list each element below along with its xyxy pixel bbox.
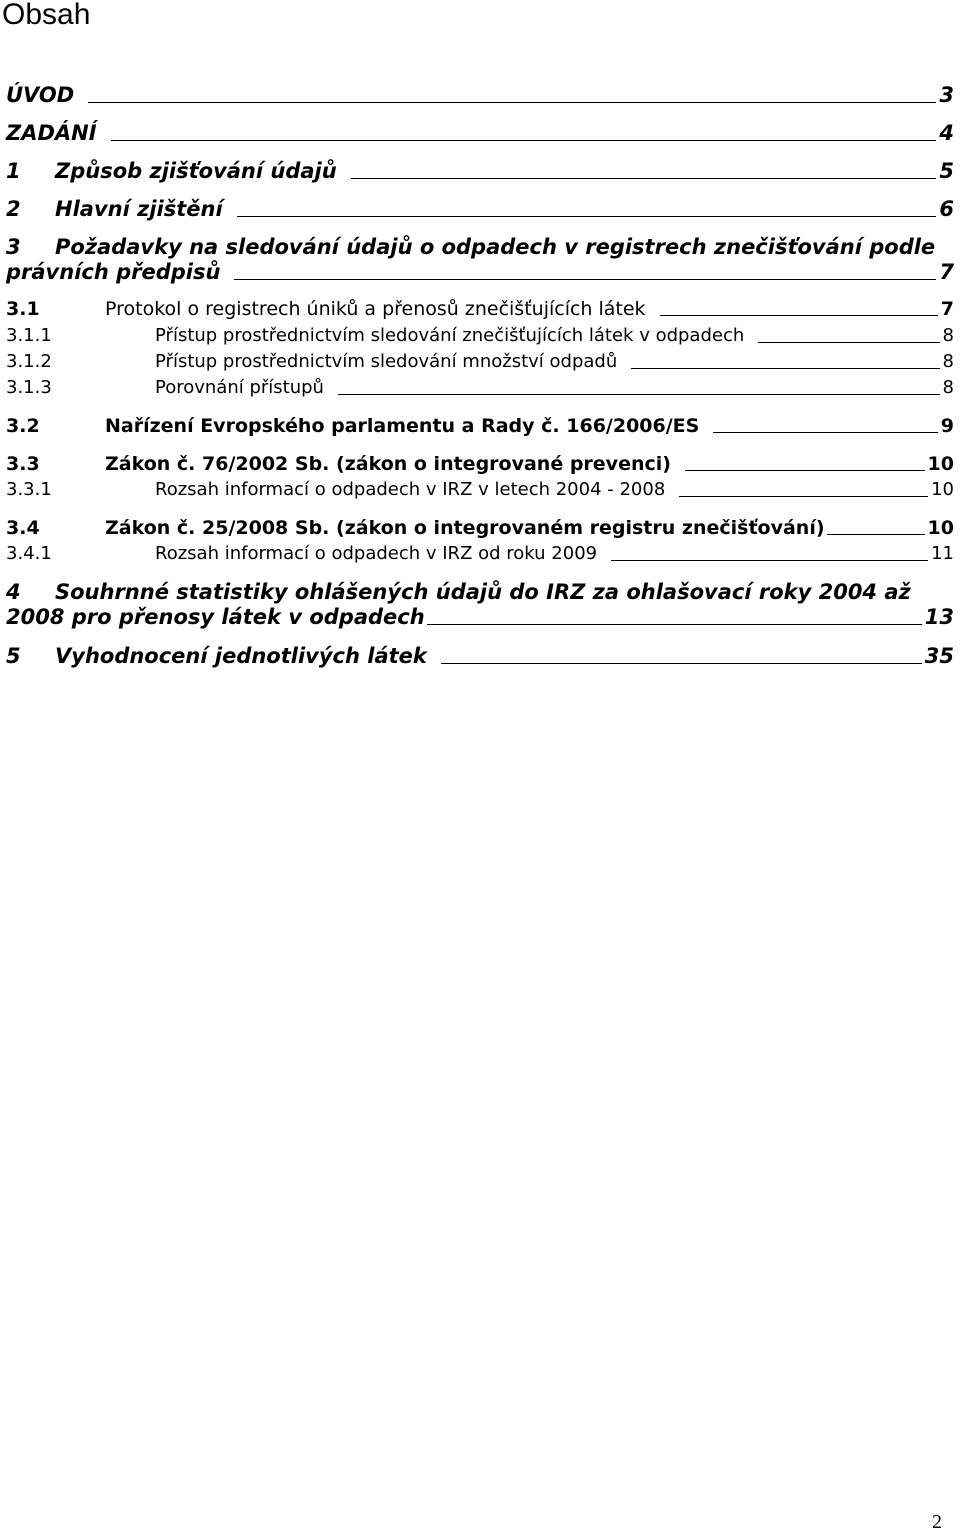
toc-leader-line [758, 342, 939, 343]
toc-entry-page: 8 [942, 325, 954, 346]
toc-leader-line [441, 663, 922, 664]
toc-leader-line [351, 178, 937, 179]
toc-entry-title: Rozsah informací o odpadech v IRZ od roku 2009 [155, 543, 598, 564]
toc-entry-3-4-1[interactable] [6, 542, 954, 566]
toc-entry-number: 3.1.3 [6, 377, 52, 398]
toc-entry-3-1-3[interactable] [6, 376, 954, 400]
page-title: Obsah [2, 0, 91, 31]
toc-leader-line [427, 624, 922, 625]
toc-leader-line [679, 496, 928, 497]
toc-leader-line [660, 315, 938, 316]
toc-entry-title-continued: právních předpisů [6, 260, 221, 284]
toc-entry-4-line2[interactable] [6, 604, 954, 630]
toc-leader-line [88, 102, 936, 103]
toc-leader-line [338, 394, 940, 395]
toc-entry-number: 3.2 [6, 415, 40, 437]
toc-entry-page: 11 [931, 543, 954, 564]
toc-entry-page: 8 [942, 377, 954, 398]
toc-entry-zadani[interactable] [6, 120, 954, 146]
toc-entry-title: Rozsah informací o odpadech v IRZ v letech 2004 - 2008 [155, 479, 666, 500]
toc-entry-number: 3.4 [6, 517, 40, 539]
toc-entry-page: 9 [940, 415, 954, 437]
toc-entry-2[interactable] [6, 196, 954, 222]
toc-entry-number: 3 [6, 235, 21, 259]
toc-entry-title: Přístup prostřednictvím sledování množství odpadů [155, 351, 618, 372]
toc-entry-title: Hlavní zjištění [55, 197, 223, 221]
toc-entry-title: Zákon č. 76/2002 Sb. (zákon o integrované prevenci) [105, 453, 671, 475]
toc-entry-number: 5 [6, 644, 21, 668]
toc-entry-title: Způsob zjišťování údajů [55, 159, 337, 183]
toc-entry-number: 3.4.1 [6, 543, 52, 564]
toc-entry-title: ÚVOD [6, 83, 75, 107]
toc-entry-title: Souhrnné statistiky ohlášených údajů do IRZ za ohlašovací roky 2004 až [55, 580, 911, 604]
toc-entry-page: 7 [940, 298, 954, 320]
toc-leader-line [827, 534, 925, 535]
toc-entry-title: Vyhodnocení jednotlivých látek [55, 644, 427, 668]
toc-entry-page: 7 [939, 260, 954, 284]
toc-entry-title: Nařízení Evropského parlamentu a Rady č. 166/2006/ES [105, 415, 700, 437]
toc-entry-page: 4 [939, 121, 954, 145]
toc-entry-3-line1[interactable] [6, 234, 954, 260]
toc-leader-line [631, 368, 939, 369]
toc-entry-page: 10 [927, 453, 954, 475]
toc-entry-title-continued: 2008 pro přenosy látek v odpadech [6, 605, 425, 629]
toc-entry-3-4[interactable] [6, 516, 954, 540]
toc-entry-3-3[interactable] [6, 452, 954, 476]
toc-entry-page: 35 [924, 644, 954, 668]
toc-entry-number: 3.1.2 [6, 351, 52, 372]
toc-entry-title: Protokol o registrech úniků a přenosů znečišťujících látek [105, 298, 646, 320]
toc-entry-page: 6 [939, 197, 954, 221]
toc-leader-line [234, 279, 936, 280]
toc-entry-1[interactable] [6, 158, 954, 184]
toc-entry-title: Porovnání přístupů [155, 377, 324, 398]
toc-entry-number: 3.1 [6, 298, 40, 320]
toc-entry-number: 1 [6, 159, 21, 183]
toc-leader-line [237, 216, 937, 217]
toc-entry-title: Požadavky na sledování údajů o odpadech v registrech znečišťování podle [55, 235, 936, 259]
toc-entry-page: 10 [927, 517, 954, 539]
toc-entry-3-1-1[interactable] [6, 324, 954, 348]
toc-entry-page: 10 [931, 479, 954, 500]
toc-entry-number: 3.3.1 [6, 479, 52, 500]
toc-entry-title: Přístup prostřednictvím sledování znečišťujících látek v odpadech [155, 325, 745, 346]
toc-leader-line [111, 140, 937, 141]
toc-entry-number: 3.3 [6, 453, 40, 475]
toc-entry-number: 2 [6, 197, 21, 221]
toc-entry-4-line1[interactable] [6, 579, 954, 605]
toc-leader-line [611, 560, 928, 561]
toc-entry-page: 3 [939, 83, 954, 107]
toc-entry-title: Zákon č. 25/2008 Sb. (zákon o integrovaném registru znečišťování) [105, 517, 825, 539]
toc-entry-number: 3.1.1 [6, 325, 52, 346]
toc-entry-5[interactable] [6, 643, 954, 669]
toc-entry-page: 8 [942, 351, 954, 372]
toc-entry-title: ZADÁNÍ [6, 121, 97, 145]
toc-entry-number: 4 [6, 580, 21, 604]
toc-entry-3-1-2[interactable] [6, 350, 954, 374]
toc-leader-line [685, 470, 925, 471]
toc-leader-line [713, 432, 937, 433]
toc-entry-uvod[interactable] [6, 82, 954, 108]
toc-entry-3-2[interactable] [6, 414, 954, 438]
toc-entry-3-1[interactable] [6, 297, 954, 321]
toc-entry-3-line2[interactable] [6, 259, 954, 285]
toc-entry-page: 5 [939, 159, 954, 183]
page-number: 2 [932, 1511, 942, 1533]
toc-entry-3-3-1[interactable] [6, 478, 954, 502]
toc-entry-page: 13 [924, 605, 954, 629]
